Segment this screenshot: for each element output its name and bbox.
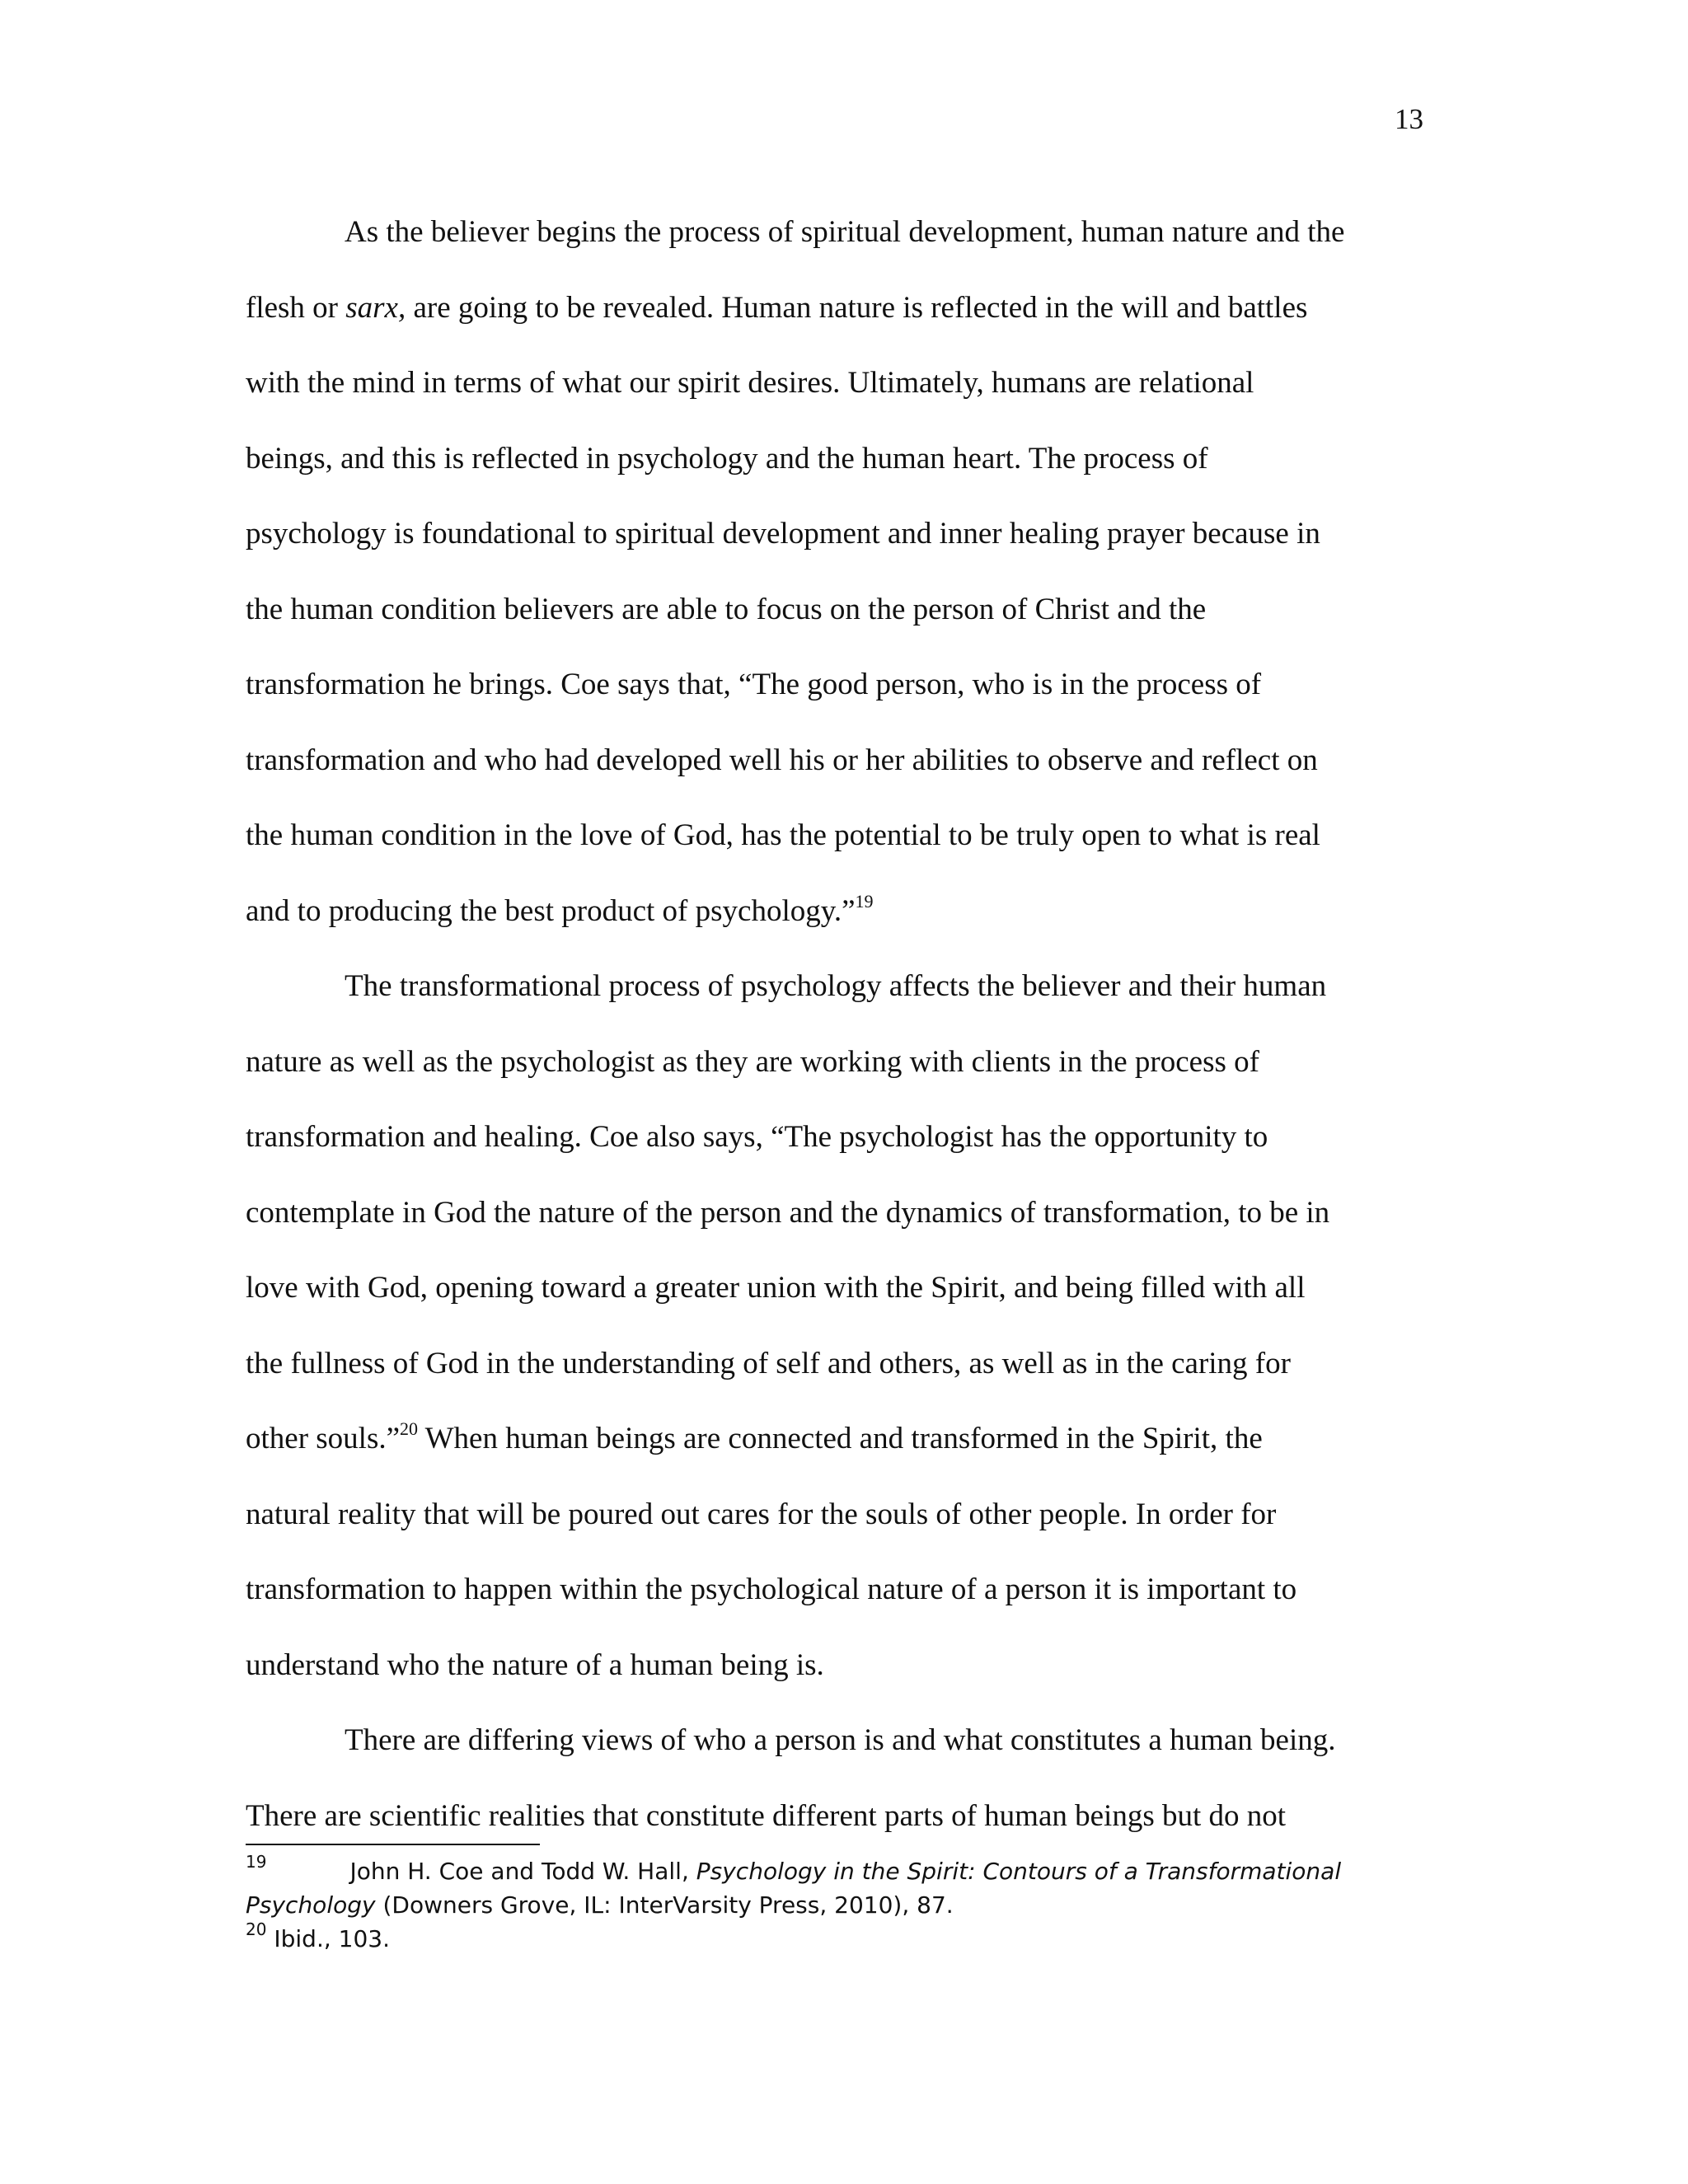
text-line: beings, and this is reflected in psychology and the human heart. The process of (246, 441, 1208, 476)
text-run: other souls.” (246, 1422, 401, 1455)
footnote-divider (246, 1844, 540, 1845)
body-text (246, 194, 1429, 1854)
text-run: flesh or (246, 290, 346, 325)
text-run: and to producing the best product of psychology.” (246, 893, 856, 928)
text-line (246, 1401, 1429, 1477)
footnote-19-cont (246, 1888, 1441, 1922)
text-line: the human condition believers are able to focus on the person of Christ and the (246, 592, 1207, 626)
text-line: There are scientific realities that constitute different parts of human beings but do not (246, 1798, 1287, 1833)
text-line: with the mind in terms of what our spirit desires. Ultimately, humans are relational (246, 366, 1254, 400)
footnote-title: Psychology in the Spirit: Contours of a Transformational (696, 1858, 1342, 1885)
text-run: When human beings are connected and transformed in the Spirit, the (418, 1422, 1263, 1455)
footnotes (246, 1854, 1441, 1956)
footnote-text: Ibid., 103. (266, 1925, 390, 1952)
footnote-20 (246, 1919, 1441, 1956)
footnote-19 (246, 1854, 1441, 1888)
italic-term: sarx, (345, 290, 406, 325)
text-line: understand who the nature of a human being is. (246, 1647, 824, 1682)
text-line: transformation to happen within the psychological nature of a person it is important to (246, 1572, 1297, 1606)
text-line (246, 874, 1429, 949)
text-line: There are differing views of who a person is and what constitutes a human being. (345, 1723, 1336, 1757)
text-line (246, 270, 1429, 346)
text-line: nature as well as the psychologist as they are working with clients in the process of (246, 1044, 1259, 1079)
text-line: psychology is foundational to spiritual development and inner healing prayer because in (246, 517, 1320, 551)
page-number: 13 (1395, 103, 1423, 135)
text-line: transformation and healing. Coe also says, “The psychologist has the opportunity to (246, 1120, 1268, 1154)
footnote-text: John H. Coe and Todd W. Hall, (349, 1858, 696, 1885)
footnote-mark: 20 (246, 1919, 267, 1939)
text-line: transformation he brings. Coe says that, “The good person, who is in the process of (246, 668, 1262, 701)
text-line: As the believer begins the process of spiritual development, human nature and the (345, 215, 1345, 249)
footnote-title: Psychology (246, 1891, 376, 1919)
text-line: the fullness of God in the understanding of self and others, as well as in the caring for (246, 1346, 1291, 1380)
footnote-mark: 19 (246, 1852, 267, 1872)
text-line: transformation and who had developed well his or her abilities to observe and reflect on (246, 743, 1318, 777)
footnote-text: (Downers Grove, IL: InterVarsity Press, 2010), 87. (375, 1891, 954, 1919)
text-line: natural reality that will be poured out cares for the souls of other people. In order for (246, 1497, 1277, 1531)
footnote-ref-19[interactable]: 19 (855, 890, 874, 912)
text-line: love with God, opening toward a greater union with the Spirit, and being filled with all (246, 1271, 1306, 1305)
text-run: are going to be revealed. Human nature is reflected in the will and battles (406, 290, 1308, 325)
text-line: contemplate in God the nature of the person and the dynamics of transformation, to be in (246, 1195, 1330, 1230)
footnote-ref-20[interactable]: 20 (400, 1418, 419, 1439)
text-line: The transformational process of psychology affects the believer and their human (345, 969, 1327, 1003)
text-line: the human condition in the love of God, has the potential to be truly open to what is real (246, 818, 1320, 852)
